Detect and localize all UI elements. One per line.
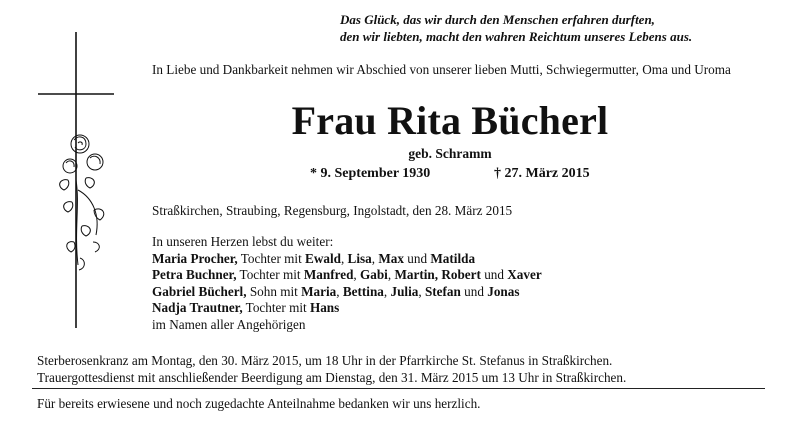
mourner-relation: , [383,283,391,299]
mourner-line [152,267,542,284]
motto-quote [340,11,780,45]
mourner-relation: , [353,267,360,283]
mourner-relation: , [340,250,348,266]
mourners-list [152,234,542,334]
mourner-line [152,300,542,317]
mourner-relation: , [387,267,395,283]
mourner-name: Maria [301,283,337,299]
mourner-relation: , [336,283,343,299]
mourner-name: Nadja Trautner, [152,300,243,316]
mourner-relation: Sohn mit [246,283,302,299]
mourner-name: Stefan [424,283,461,299]
death-date: † 27. März 2015 [494,166,590,181]
mourner-name: Ewald [305,250,341,266]
mourner-relation: Tochter mit [236,267,304,283]
motto-line-2: den wir liebten, macht den wahren Reichtum unseres Lebens aus. [340,29,693,44]
mourner-relation: Tochter mit [242,300,310,316]
thanks-note: Für bereits erwiesene und noch zugedachte Anteilnahme bedanken wir uns herzlich. [37,396,481,411]
mourner-name: Hans [309,300,340,316]
deceased-name: Frau Rita Bücherl [291,98,609,143]
mourner-name: Xaver [507,267,542,283]
mourner-relation: , [371,250,379,266]
mourner-line [152,251,542,268]
mourner-relation: und [480,267,508,283]
mourner-name: Petra Buchner, [152,267,237,283]
mourner-lines [152,251,542,317]
maiden-name: geb. Schramm [408,146,492,161]
place-and-date: Straßkirchen, Straubing, Regensburg, Ingolstadt, den 28. März 2015 [152,203,513,218]
mourners-closing: im Namen aller Angehörigen [152,316,306,332]
divider [32,388,765,389]
mourner-name: Manfred [303,267,354,283]
intro-text: In Liebe und Dankbarkeit nehmen wir Abschied von unserer lieben Mutti, Schwiegermutter, Oma und Uroma [152,62,731,77]
mourner-name: Bettina [342,283,384,299]
mourner-name: Lisa [347,250,372,266]
mourner-relation: und [460,283,488,299]
mourner-name: Matilda [430,250,476,266]
mourner-name: Gabriel Bücherl, [152,283,247,299]
mourner-relation: , [418,283,425,299]
mourner-relation: Tochter mit [237,250,306,266]
cross-with-rose-icon [38,30,128,330]
mourner-name: Max [378,250,404,266]
mourner-line [152,284,542,301]
mourners-heading: In unseren Herzen lebst du weiter: [152,234,334,249]
mourner-name: Martin, Robert [394,267,481,283]
birth-date: * 9. September 1930 [310,166,431,181]
motto-line-1: Das Glück, das wir durch den Menschen erfahren durften, [340,12,655,27]
mourner-name: Julia [390,283,419,299]
rosary-info: Sterberosenkranz am Montag, den 30. März 2015, um 18 Uhr in der Pfarrkirche St. Stefanus in Straßkirchen. [37,353,613,368]
mourner-name: Gabi [360,267,388,283]
funeral-info: Trauergottesdienst mit anschließender Beerdigung am Dienstag, den 31. März 2015 um 13 Uhr in Straßkirchen. [37,370,627,385]
mourner-name: Jonas [487,283,520,299]
mourner-relation: und [403,250,431,266]
mourner-name: Maria Procher, [152,250,238,266]
service-info [37,352,626,386]
